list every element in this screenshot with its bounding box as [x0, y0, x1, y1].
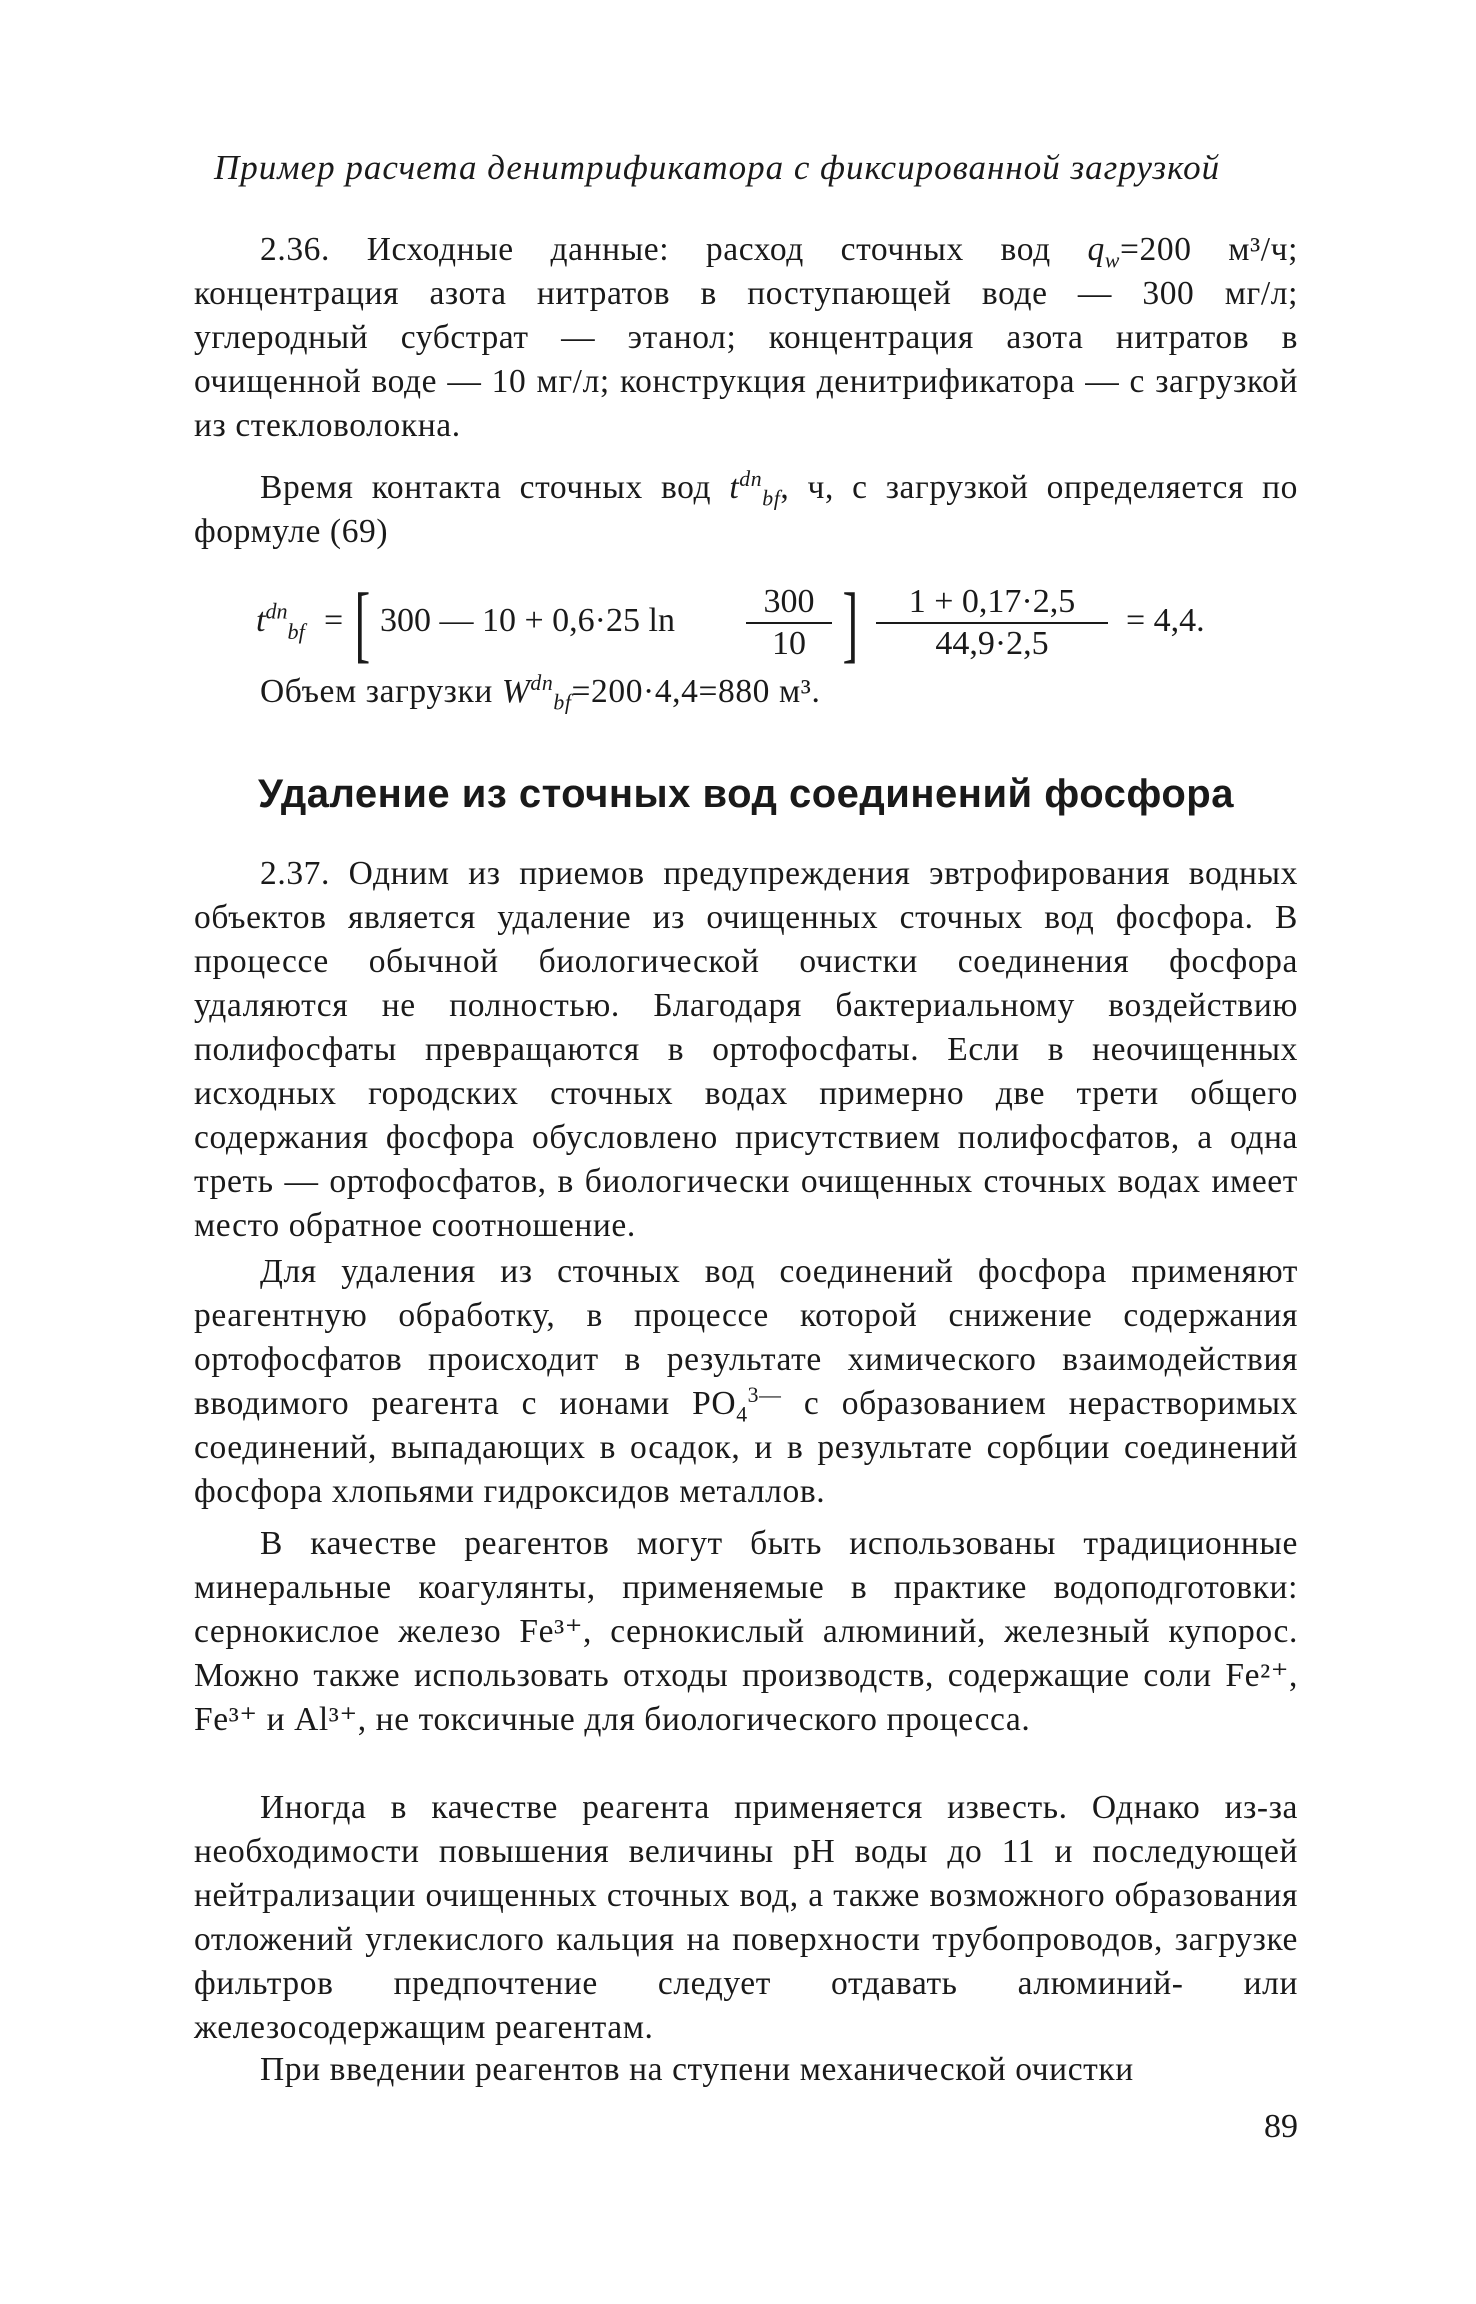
paragraph-text: =200·4,4=880 м³. — [571, 673, 821, 710]
time-sup: dn — [739, 466, 763, 491]
paragraph-volume — [194, 670, 1298, 714]
paragraph-contact-time — [194, 466, 1298, 554]
time-symbol: t — [729, 469, 740, 506]
main-numerator: 1 + 0,17·2,5 — [876, 582, 1108, 624]
volume-sup: dn — [530, 670, 554, 695]
running-head: Пример расчета денитрификатора с фиксированной загрузкой — [214, 148, 1221, 187]
ln-fraction — [746, 582, 832, 664]
main-fraction — [876, 582, 1108, 664]
paragraph-text: с образованием нерастворимых соединений, выпадающих в осадок, и в результате сорбции соединений фосфора хлопьями гидроксидов металлов. — [194, 1385, 1298, 1510]
formula-inner: 300 — 10 + 0,6·25 ln — [380, 602, 675, 639]
paragraph-2-36 — [194, 228, 1298, 448]
paragraph-reagent-treatment — [194, 1250, 1298, 1514]
paragraph-text: Объем загрузки — [260, 673, 493, 710]
formula-lhs-symbol: t — [256, 602, 266, 639]
paragraph-lime: Иногда в качестве реагента применяется известь. Однако из-за необходимости повышения величины pH воды до 11 и последующей нейтрализации очищенных сточных вод, а также возможного образования отложений углекислого кальция на поверхности трубопроводов, загрузке фильтров предпочтение следует отдавать алюминий- или железосодержащим реагентам. — [194, 1789, 1298, 2046]
flow-symbol: q — [1087, 231, 1105, 268]
formula-lhs-sup: dn — [265, 598, 288, 624]
ln-numerator: 300 — [746, 582, 832, 624]
paragraph-text: , ч, с загрузкой определяется по формуле (69) — [194, 469, 1298, 550]
formula-lhs-sub: bf — [287, 618, 305, 644]
formula-69 — [256, 575, 1296, 671]
paragraph-text: Для удаления из сточных вод соединений фосфора применяют реагентную обработку, в процессе которой снижение содержания ортофосфатов происходит в результате химического взаимодействия вводимого реагента с ионами PO — [194, 1253, 1298, 1422]
page-number: 89 — [1264, 2108, 1298, 2145]
paragraph-text: =200 м³/ч; концентрация азота нитратов в поступающей воде — 300 мг/л; углеродный субстрат — этанол; концентрация азота нитратов в очищенной воде — 10 мг/л; конструкция денитрификатора — с загрузкой из стекловолокна. — [194, 231, 1298, 444]
ln-denominator: 10 — [772, 625, 806, 662]
section-number: 2.36. — [260, 231, 330, 268]
formula-lhs — [256, 598, 305, 644]
ion-subscript: 4 — [736, 1402, 748, 1427]
paragraph-2-37: 2.37. Одним из приемов предупреждения эвтрофирования водных объектов является удаление из очищенных сточных вод фосфора. В процессе обычной биологической очистки соединения фосфора удаляются не полностью. Благодаря бактериальному воздействию полифосфаты превращаются в ортофосфаты. Если в неочищенных исходных городских сточных водах примерно две трети общего содержания фосфора обусловлено присутствием полифосфатов, а одна треть — ортофосфатов, в биологически очищенных сточных водах имеет место обратное соотношение. — [194, 855, 1298, 1244]
paragraph-text: Исходные данные: расход сточных вод — [366, 231, 1051, 268]
left-bracket: [ — [354, 575, 371, 671]
right-bracket: ] — [842, 575, 859, 671]
paragraph-reagents: В качестве реагентов могут быть использованы традиционные минеральные коагулянты, применяемые в практике водоподготовки: сернокислое железо Fe³⁺, сернокислый алюминий, железный купорос. Можно также использовать отходы производств, содержащие соли Fe²⁺, Fe³⁺ и Al³⁺, не токсичные для биологического процесса. — [194, 1525, 1298, 1738]
volume-sub: bf — [553, 690, 572, 715]
paragraph-mechanical: При введении реагентов на ступени механической очистки — [260, 2051, 1134, 2088]
section-heading: Удаление из сточных вод соединений фосфора — [258, 772, 1234, 816]
volume-symbol: W — [501, 673, 531, 710]
book-page — [194, 0, 1298, 2304]
ion-superscript: 3— — [747, 1382, 782, 1407]
flow-subscript: w — [1104, 248, 1120, 273]
main-denominator: 44,9·2,5 — [935, 625, 1049, 662]
time-sub: bf — [762, 486, 781, 511]
formula-result: = 4,4. — [1126, 602, 1205, 639]
paragraph-text: Время контакта сточных вод — [260, 469, 712, 506]
formula-equals: = — [324, 602, 344, 639]
